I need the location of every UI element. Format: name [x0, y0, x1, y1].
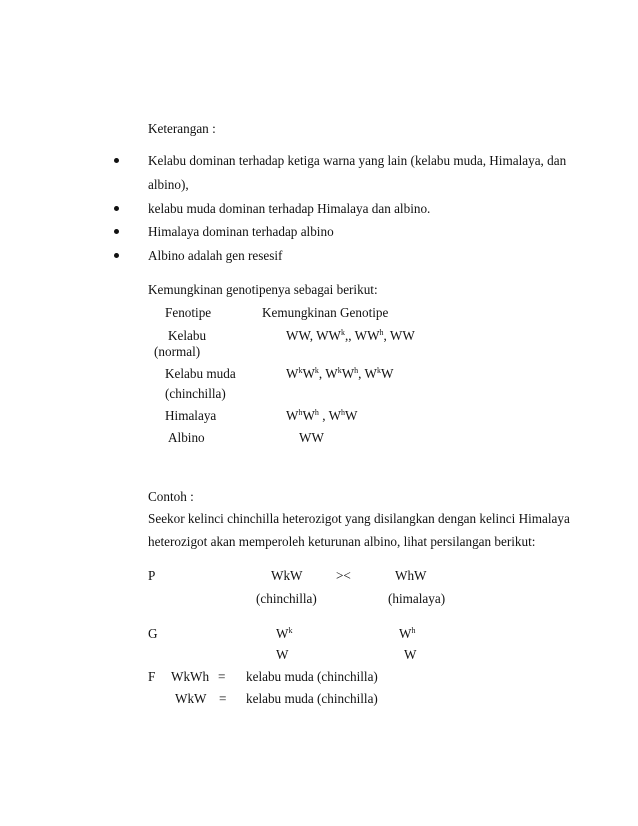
header-phenotype: Fenotipe: [165, 305, 212, 320]
bullet-text-1-line-2: albino),: [148, 177, 189, 192]
phenotype-cell-sub: (chinchilla): [165, 386, 226, 401]
offspring-phenotype: kelabu muda (chinchilla): [246, 691, 378, 706]
cross-symbol: ><: [336, 568, 351, 583]
bullet-icon: [114, 206, 119, 211]
gamete-2a: $W^h$: [399, 626, 416, 641]
genotype-cell: WW, $WW^k$,, $WW^h$, WW: [286, 328, 415, 343]
bullet-text-3: Himalaya dominan terhadap albino: [148, 224, 334, 239]
contoh-paragraph-line-1: Seekor kelinci chinchilla heterozigot yang disilangkan dengan kelinci Himalaya: [148, 511, 570, 526]
cross-p-label: P: [148, 568, 156, 583]
equals-sign: =: [218, 669, 226, 684]
bullet-icon: [114, 229, 119, 234]
gamete-2b: W: [404, 647, 417, 662]
bullet-text-2: kelabu muda dominan terhadap Himalaya dan albino.: [148, 201, 431, 216]
genotype-cell: $W^kW^k$, $W^kW^h$, $W^kW$: [286, 366, 394, 381]
cross-parent-1-desc: (chinchilla): [256, 591, 317, 606]
offspring-genotype: WkWh: [171, 669, 210, 684]
bullet-icon: [114, 253, 119, 258]
bullet-text-4: Albino adalah gen resesif: [148, 248, 283, 263]
cross-f-label: F: [148, 669, 156, 684]
bullet-text-1-line-1: Kelabu dominan terhadap ketiga warna yang lain (kelabu muda, Himalaya, dan: [148, 153, 567, 168]
contoh-heading: Contoh :: [148, 489, 194, 504]
offspring-genotype: WkW: [175, 691, 207, 706]
genotype-intro: Kemungkinan genotipenya sebagai berikut:: [148, 282, 378, 297]
contoh-paragraph-line-2: heterozigot akan memperoleh keturunan albino, lihat persilangan berikut:: [148, 534, 536, 549]
bullet-icon: [114, 158, 119, 163]
phenotype-cell: Kelabu muda: [165, 366, 236, 381]
phenotype-cell: Kelabu: [168, 328, 207, 343]
gamete-1b: W: [276, 647, 289, 662]
equals-sign: =: [219, 691, 227, 706]
cross-parent-2-desc: (himalaya): [388, 591, 446, 606]
genotype-cell: $W^hW^h$ , $W^hW$: [286, 408, 358, 423]
cross-parent-2: WhW: [395, 568, 427, 583]
gamete-1a: $W^k$: [276, 626, 293, 641]
phenotype-cell: Himalaya: [165, 408, 217, 423]
offspring-phenotype: kelabu muda (chinchilla): [246, 669, 378, 684]
keterangan-heading: Keterangan :: [148, 121, 216, 136]
cross-parent-1: WkW: [271, 568, 303, 583]
phenotype-cell: Albino: [168, 430, 205, 445]
cross-g-label: G: [148, 626, 158, 641]
phenotype-cell-sub: (normal): [154, 344, 201, 359]
genotype-cell: WW: [299, 430, 324, 445]
header-genotype: Kemungkinan Genotipe: [262, 305, 389, 320]
